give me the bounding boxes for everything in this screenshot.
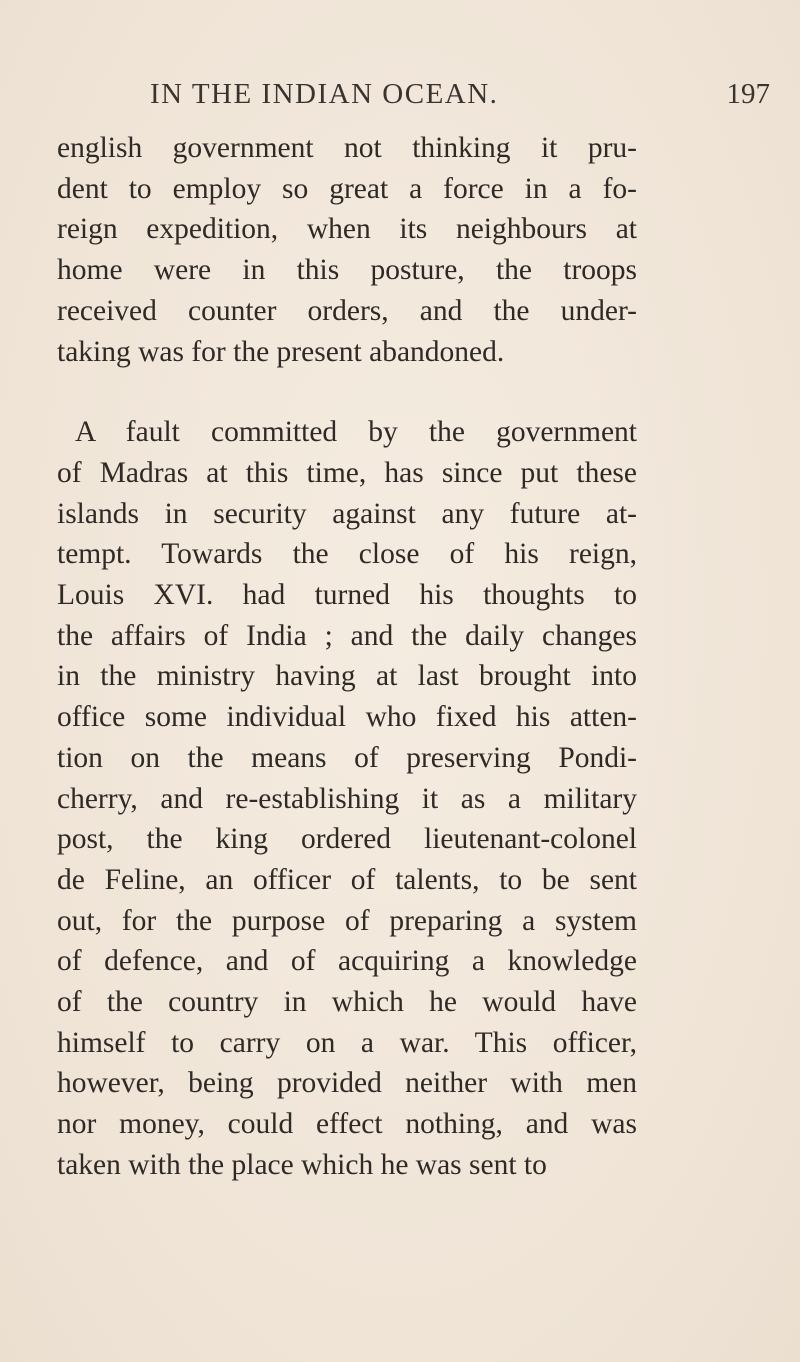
text-line: of defence, and of acquiring a knowledge: [57, 945, 637, 978]
text-line: of Madras at this time, has since put these: [57, 456, 637, 489]
text-line: dent to employ so great a force in a fo-: [57, 172, 637, 205]
text-line: received counter orders, and the under-: [57, 294, 637, 327]
text-line: Louis XVI. had turned his thoughts to: [57, 579, 637, 612]
text-line: in the ministry having at last brought into: [57, 660, 637, 693]
text-line: nor money, could effect nothing, and was: [57, 1108, 637, 1141]
text-line: office some individual who fixed his atten-: [57, 701, 637, 734]
text-line: the affairs of India ; and the daily changes: [57, 619, 637, 652]
text-line: of the country in which he would have: [57, 986, 637, 1019]
text-line: taking was for the present abandoned.: [57, 335, 505, 368]
text-line: english government not thinking it pru-: [57, 132, 637, 164]
body-text: [57, 128, 637, 1186]
text-line: de Feline, an officer of talents, to be sent: [57, 863, 637, 896]
text-line: out, for the purpose of preparing a system: [57, 904, 637, 937]
text-line: tempt. Towards the close of his reign,: [57, 538, 637, 571]
paragraph: [57, 128, 637, 372]
text-line: islands in security against any future at-: [57, 497, 637, 530]
text-line: A fault committed by the government: [75, 416, 637, 449]
text-line: cherry, and re-establishing it as a military: [57, 782, 637, 815]
text-line: home were in this posture, the troops: [57, 254, 637, 287]
text-line: tion on the means of preserving Pondi-: [57, 741, 637, 774]
page-number: 197: [726, 78, 770, 110]
text-line: taken with the place which he was sent to: [57, 1148, 547, 1181]
text-line: reign expedition, when its neighbours at: [57, 213, 637, 246]
paragraph-gap: [57, 372, 637, 412]
paragraph: [57, 412, 637, 1185]
text-line: post, the king ordered lieutenant-colonel: [57, 823, 637, 856]
text-line: however, being provided neither with men: [57, 1067, 637, 1100]
page-header: [150, 78, 770, 118]
running-head: IN THE INDIAN OCEAN.: [150, 78, 499, 110]
text-line: himself to carry on a war. This officer,: [57, 1026, 637, 1059]
